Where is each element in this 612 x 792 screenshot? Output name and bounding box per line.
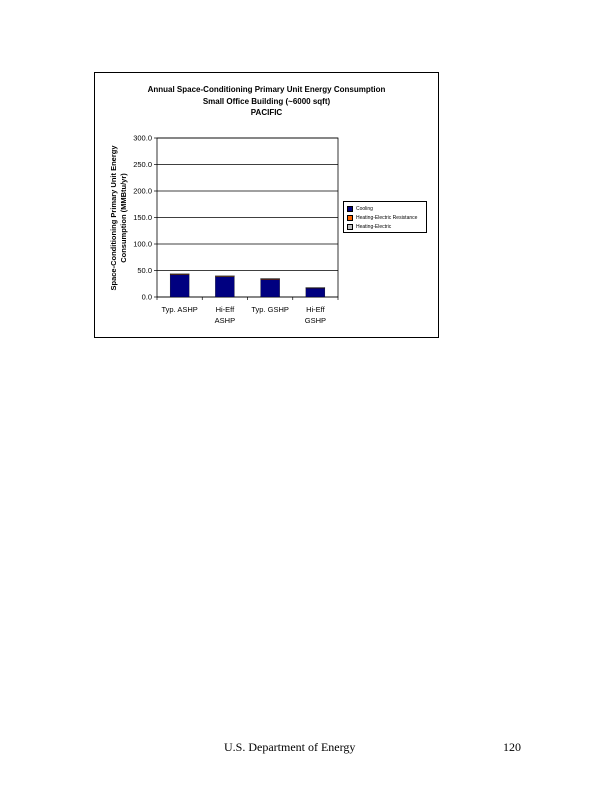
bar-heating-electric [215, 276, 234, 277]
x-tick-label: ASHP [214, 316, 236, 325]
bar-cooling [170, 275, 189, 297]
chart-title: Annual Space-Conditioning Primary Unit Energy Consumption [147, 85, 386, 94]
chart-legend [343, 201, 427, 233]
y-tick-label: 50.0 [137, 266, 152, 275]
legend-label-heating-electric: Heating-Electric [356, 223, 392, 230]
bar-cooling [215, 277, 234, 297]
legend-swatch-heating-electric [347, 224, 353, 230]
x-tick-label: GSHP [304, 316, 327, 325]
y-tick-label: 200.0 [133, 186, 152, 196]
x-tick-label: Hi-Eff [215, 305, 235, 314]
legend-item-heating-electric [347, 222, 423, 231]
x-tick-label: Typ. GSHP [251, 305, 289, 314]
legend-label-heating-electric-resistance: Heating-Electric Resistance [356, 214, 418, 221]
y-tick-label: 300.0 [133, 133, 152, 143]
x-tick-label: Hi-Eff [306, 305, 325, 314]
x-tick-label: Typ. ASHP [161, 305, 198, 314]
bar-heating-electric [306, 287, 325, 288]
bar-cooling [306, 288, 325, 297]
legend-item-cooling [347, 204, 423, 213]
legend-swatch-heating-electric-resistance [347, 215, 353, 221]
legend-swatch-cooling [347, 206, 353, 212]
y-tick-label: 150.0 [133, 213, 152, 222]
bar-heating-electric [170, 274, 189, 275]
footer-page-number: 120 [503, 740, 521, 754]
legend-label-cooling: Cooling [356, 205, 373, 212]
y-tick-label: 100.0 [133, 239, 152, 249]
chart-subtitle: Small Office Building (~6000 sqft) [202, 97, 331, 106]
y-tick-label: 0.0 [141, 292, 152, 302]
bar-heating-electric [261, 278, 280, 279]
bar-cooling [261, 280, 280, 297]
chart-subtitle-region: PACIFIC [250, 108, 283, 117]
y-axis-label-line1: Space-Conditioning Primary Unit Energy [109, 144, 118, 291]
y-axis-label-line2: Consumption (MMBtu/yr) [119, 172, 128, 263]
legend-item-heating-electric-resistance [347, 213, 423, 222]
y-tick-label: 250.0 [133, 160, 152, 169]
footer-organization: U.S. Department of Energy [224, 740, 356, 754]
